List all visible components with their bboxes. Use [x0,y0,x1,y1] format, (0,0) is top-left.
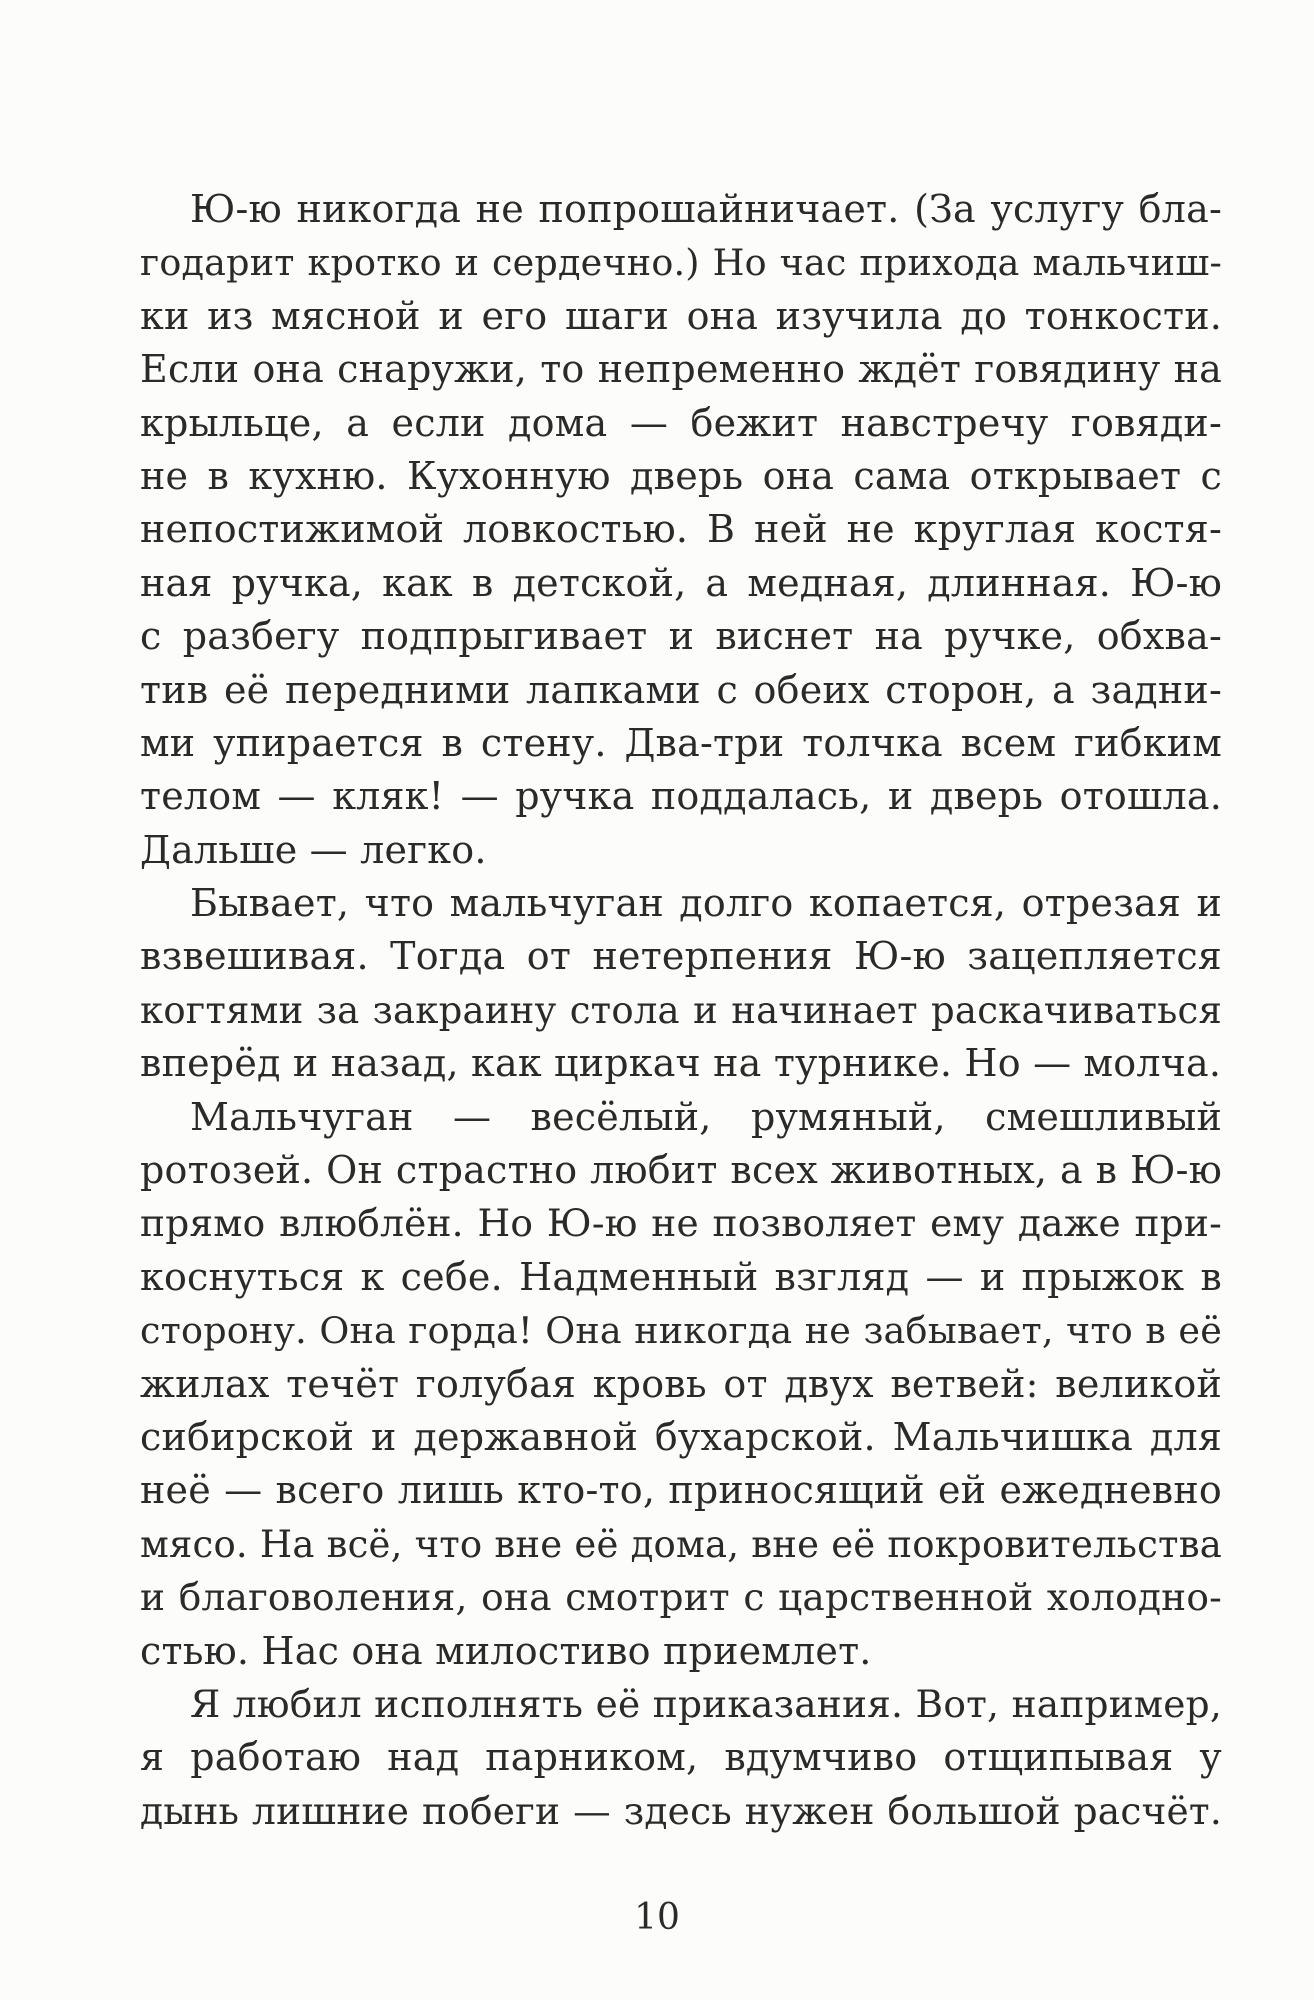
paragraph-1 [140,183,1222,877]
text-line: ки из мясной и его шаги она изучила до тонкости. [140,293,1222,338]
text-line: прямо влюблён. Но Ю-ю не позволяет ему даже при- [140,1201,1222,1246]
text-line: телом — кляк! — ручка поддалась, и дверь отошла. [140,774,1222,819]
page-number: 10 [634,1897,680,1938]
text-line: взвешивая. Тогда от нетерпения Ю-ю зацепляется [140,934,1222,979]
text-line: мясо. На всё, что вне её дома, вне её покровительства [140,1522,1222,1566]
text-line: Ю-ю никогда не попрошайничает. (За услугу бла- [190,187,1222,231]
text-line: не в кухню. Кухонную дверь она сама открывает с [140,453,1222,498]
text-line: дынь лишние побеги — здесь нужен большой расчёт. [140,1788,1222,1833]
text-line: я работаю над парником, вдумчиво отщипывая у [140,1735,1222,1780]
text-line: с разбегу подпрыгивает и виснет на ручке, обхва- [140,614,1222,659]
text-line: Бывает, что мальчуган долго копается, отрезая и [190,881,1222,926]
text-line: тив её передними лапками с обеих сторон, а задни- [140,667,1222,712]
text-column [140,183,1222,1838]
text-line: жилах течёт голубая кровь от двух ветвей: великой [140,1361,1222,1406]
text-line: вперёд и назад, как циркач на турнике. Но — молча. [140,1041,1222,1086]
paragraph-2 [140,877,1222,1091]
text-line: неё — всего лишь кто-то, приносящий ей ежедневно [140,1468,1222,1513]
text-line: стью. Нас она милостиво приемлет. [140,1628,872,1673]
text-line: и благоволения, она смотрит с царственной холодно- [140,1575,1222,1620]
text-line: когтями за закраину стола и начинает раскачиваться [140,988,1222,1032]
text-line: крыльце, а если дома — бежит навстречу говяди- [140,400,1222,445]
text-line: коснуться к себе. Надменный взгляд — и прыжок в [140,1254,1222,1299]
text-line: Если она снаружи, то непременно ждёт говядину на [140,347,1222,392]
paragraph-3 [140,1091,1222,1678]
text-line: Я любил исполнять её приказания. Вот, например, [190,1681,1222,1726]
text-line: ми упирается в стену. Два-три толчка всем гибким [140,720,1222,765]
text-line: непостижимой ловкостью. В ней не круглая костя- [140,507,1222,552]
text-line: ротозей. Он страстно любит всех животных, а в Ю-ю [140,1148,1222,1193]
text-line: Дальше — легко. [140,827,487,872]
text-line: сторону. Она горда! Она никогда не забывает, что в её [140,1309,1222,1353]
text-line: Мальчуган — весёлый, румяный, смешливый [190,1094,1222,1139]
text-line: ная ручка, как в детской, а медная, длинная. Ю-ю [140,560,1222,605]
paragraph-4 [140,1678,1222,1838]
text-line: годарит кротко и сердечно.) Но час прихода мальчиш- [140,241,1222,285]
text-line: сибирской и державной бухарской. Мальчишка для [140,1414,1222,1459]
